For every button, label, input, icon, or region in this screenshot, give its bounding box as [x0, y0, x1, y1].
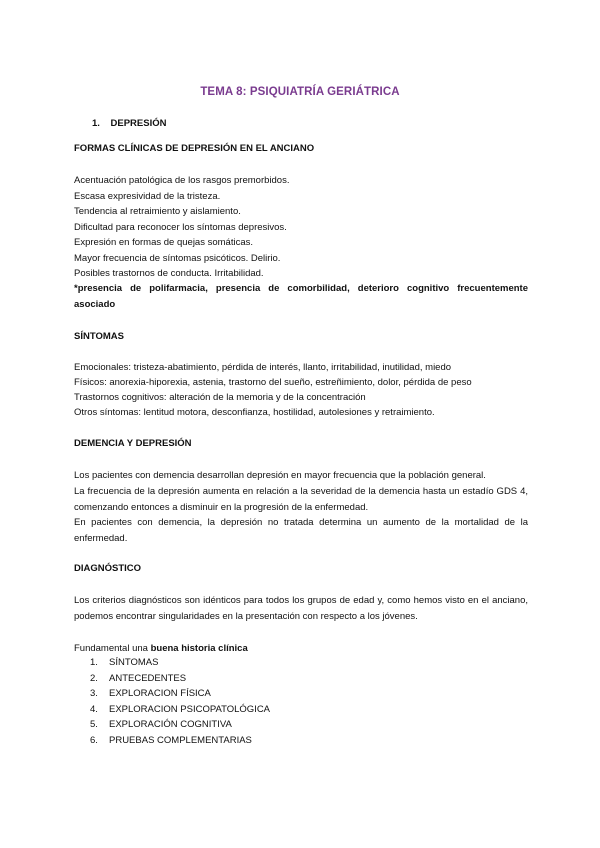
- formas-line: Escasa expresividad de la tristeza.: [74, 191, 221, 202]
- fundamental-prefix: Fundamental una: [74, 643, 151, 654]
- list-item-label: EXPLORACION PSICOPATOLÓGICA: [109, 703, 271, 715]
- formas-line: Tendencia al retraimiento y aislamiento.: [74, 206, 241, 217]
- diagnostico-heading: DIAGNÓSTICO: [74, 563, 142, 574]
- list-item: [90, 655, 270, 671]
- sintomas-line: Trastornos cognitivos: alteración de la memoria y de la concentración: [74, 392, 366, 403]
- historia-clinica-list: [90, 655, 270, 748]
- section-number: 1.: [92, 118, 100, 129]
- sintomas-line: Emocionales: tristeza-abatimiento, pérdida de interés, llanto, irritabilidad, inutilidad, miedo: [74, 362, 452, 373]
- page-title: TEMA 8: PSIQUIATRÍA GERIÁTRICA: [200, 86, 400, 98]
- formas-line: Posibles trastornos de conducta. Irritabilidad.: [74, 268, 264, 279]
- demencia-heading: DEMENCIA Y DEPRESIÓN: [74, 438, 192, 449]
- list-item-label: SÍNTOMAS: [109, 657, 159, 668]
- formas-line: Mayor frecuencia de síntomas psicóticos. Delirio.: [74, 253, 281, 264]
- list-item: [90, 702, 270, 718]
- list-item-number: 3.: [90, 688, 98, 699]
- sintomas-line: Otros síntomas: lentitud motora, desconfianza, hostilidad, autolesiones y retraimiento.: [74, 407, 435, 418]
- list-item-number: 6.: [90, 734, 98, 746]
- list-item-number: 4.: [90, 703, 98, 715]
- list-item: [90, 733, 270, 749]
- list-item-number: 2.: [90, 672, 98, 684]
- sintomas-heading: SÍNTOMAS: [74, 331, 124, 342]
- formas-line: Acentuación patológica de los rasgos premorbidos.: [74, 175, 290, 186]
- demencia-paragraph: Los pacientes con demencia desarrollan depresión en mayor frecuencia que la población general.: [74, 470, 486, 481]
- list-item-number: 5.: [90, 719, 98, 730]
- formas-note: *presencia de polifarmacia, presencia de comorbilidad, deterioro cognitivo frecuentemente asociado: [74, 283, 528, 310]
- formas-line: Dificultad para reconocer los síntomas depresivos.: [74, 222, 287, 233]
- section-heading-depresion: [92, 118, 166, 129]
- formas-heading: FORMAS CLÍNICAS DE DEPRESIÓN EN EL ANCIANO: [74, 143, 315, 154]
- fundamental-bold: buena historia clínica: [150, 643, 248, 654]
- list-item-label: PRUEBAS COMPLEMENTARIAS: [109, 734, 252, 746]
- demencia-paragraph: La frecuencia de la depresión aumenta en relación a la severidad de la demencia hasta un estadío GDS 4, comenzando entonces a disminuir en la progresión de la enfermedad.: [74, 486, 528, 513]
- list-item: [90, 671, 270, 687]
- diagnostico-paragraph: Los criterios diagnósticos son idénticos para todos los grupos de edad y, como hemos visto en el anciano, podemos encontrar singularidades en la presentación con respecto a los jóvenes.: [74, 595, 528, 622]
- list-item-label: EXPLORACIÓN COGNITIVA: [109, 719, 232, 730]
- fundamental-line: [74, 643, 248, 655]
- sintomas-line: Físicos: anorexia-hiporexia, astenia, trastorno del sueño, estreñimiento, dolor, pérdida de peso: [74, 377, 472, 388]
- list-item: [90, 717, 270, 733]
- list-item-label: ANTECEDENTES: [109, 672, 187, 684]
- list-item-label: EXPLORACION FÍSICA: [109, 688, 211, 699]
- list-item-number: 1.: [90, 657, 98, 668]
- demencia-paragraph: En pacientes con demencia, la depresión no tratada determina un aumento de la mortalidad de la enfermedad.: [74, 517, 528, 544]
- list-item: [90, 686, 270, 702]
- formas-line: Expresión en formas de quejas somáticas.: [74, 237, 254, 248]
- section-title: DEPRESIÓN: [110, 118, 167, 129]
